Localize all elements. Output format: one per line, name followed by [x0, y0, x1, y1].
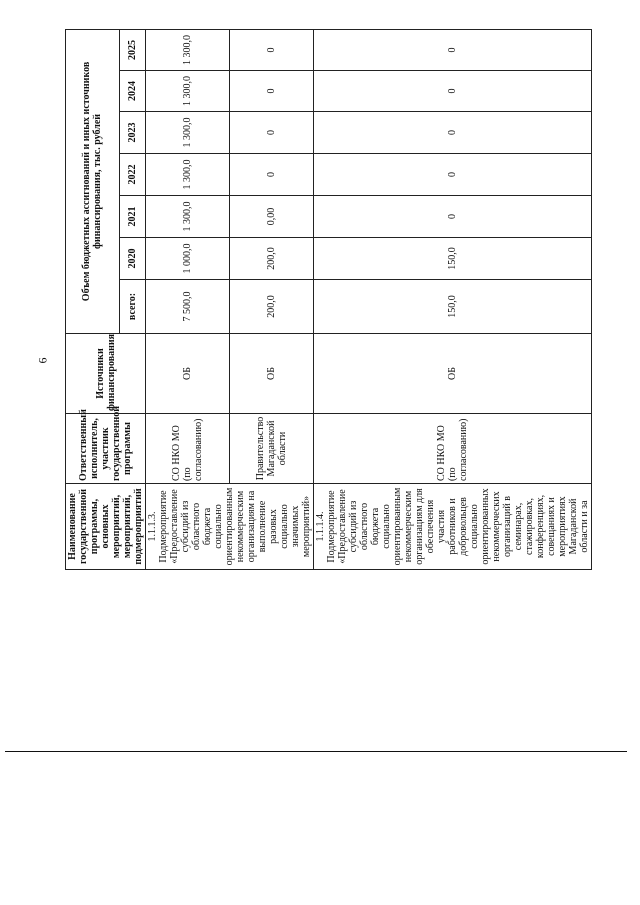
row-value-2022: 1 300,0 — [146, 154, 230, 196]
row-value-2023: 1 300,0 — [146, 112, 230, 154]
row-executor: СО НКО МО (по согласованию) — [146, 414, 230, 484]
row-source: ОБ — [230, 334, 314, 414]
row-value-2022: 0 — [230, 154, 314, 196]
horizontal-rule — [5, 751, 627, 752]
header-year-2025: 2025 — [119, 29, 145, 70]
header-year-2024: 2024 — [119, 71, 145, 112]
table-row — [146, 29, 230, 569]
row-name: 1.1.1.3. Подмероприятие «Предоставление субсидий из областного бюджета социально ориентированным некоммерческим организациям на выполнение разовых социально значимых мероприятий» — [146, 484, 314, 570]
row-value-2020: 200,0 — [230, 238, 314, 280]
row-total: 7 500,0 — [146, 280, 230, 334]
row-value-2025: 0 — [314, 29, 592, 70]
row-total: 150,0 — [314, 280, 592, 334]
row-value-2024: 1 300,0 — [146, 71, 230, 112]
header-executor: Ответственный исполнитель, участник государственной программы — [66, 414, 146, 484]
row-name: 1.1.1.4. Подмероприятие «Предоставление субсидий из областного бюджета социально ориентированным некоммерческим организациям для обеспечения участия работников и добровольцев социально ориентированных некоммерческих организаций в семинарах, стажировках, конференциях, совещаниях и мероприятиях Магаданской области и за — [314, 484, 592, 570]
table-row — [314, 29, 592, 569]
row-total: 200,0 — [230, 280, 314, 334]
row-value-2022: 0 — [314, 154, 592, 196]
row-value-2021: 0,00 — [230, 196, 314, 238]
row-source: ОБ — [314, 334, 592, 414]
header-volume: Объем бюджетных ассигнований и иных источников финансирования, тыс. рублей — [66, 29, 120, 333]
row-source: ОБ — [146, 334, 230, 414]
header-source: Источники финансирования — [66, 334, 146, 414]
page-number: 6 — [35, 357, 50, 364]
rotated-page — [65, 30, 590, 570]
row-value-2020: 1 000,0 — [146, 238, 230, 280]
header-name: Наименование государственной программы, основных мероприятий, мероприятий, подмероприятий — [66, 484, 146, 570]
header-year-2021: 2021 — [119, 196, 145, 238]
row-value-2023: 0 — [314, 112, 592, 154]
financing-table — [65, 29, 592, 570]
row-value-2021: 1 300,0 — [146, 196, 230, 238]
row-executor: Правительство Магаданской области — [230, 414, 314, 484]
row-value-2025: 1 300,0 — [146, 29, 230, 70]
row-value-2020: 150,0 — [314, 238, 592, 280]
header-year-2022: 2022 — [119, 154, 145, 196]
row-value-2023: 0 — [230, 112, 314, 154]
row-value-2024: 0 — [230, 71, 314, 112]
header-year-2023: 2023 — [119, 112, 145, 154]
header-year-2020: 2020 — [119, 238, 145, 280]
row-value-2021: 0 — [314, 196, 592, 238]
header-total: всего: — [119, 280, 145, 334]
row-value-2025: 0 — [230, 29, 314, 70]
row-value-2024: 0 — [314, 71, 592, 112]
row-executor: СО НКО МО (по согласованию) — [314, 414, 592, 484]
